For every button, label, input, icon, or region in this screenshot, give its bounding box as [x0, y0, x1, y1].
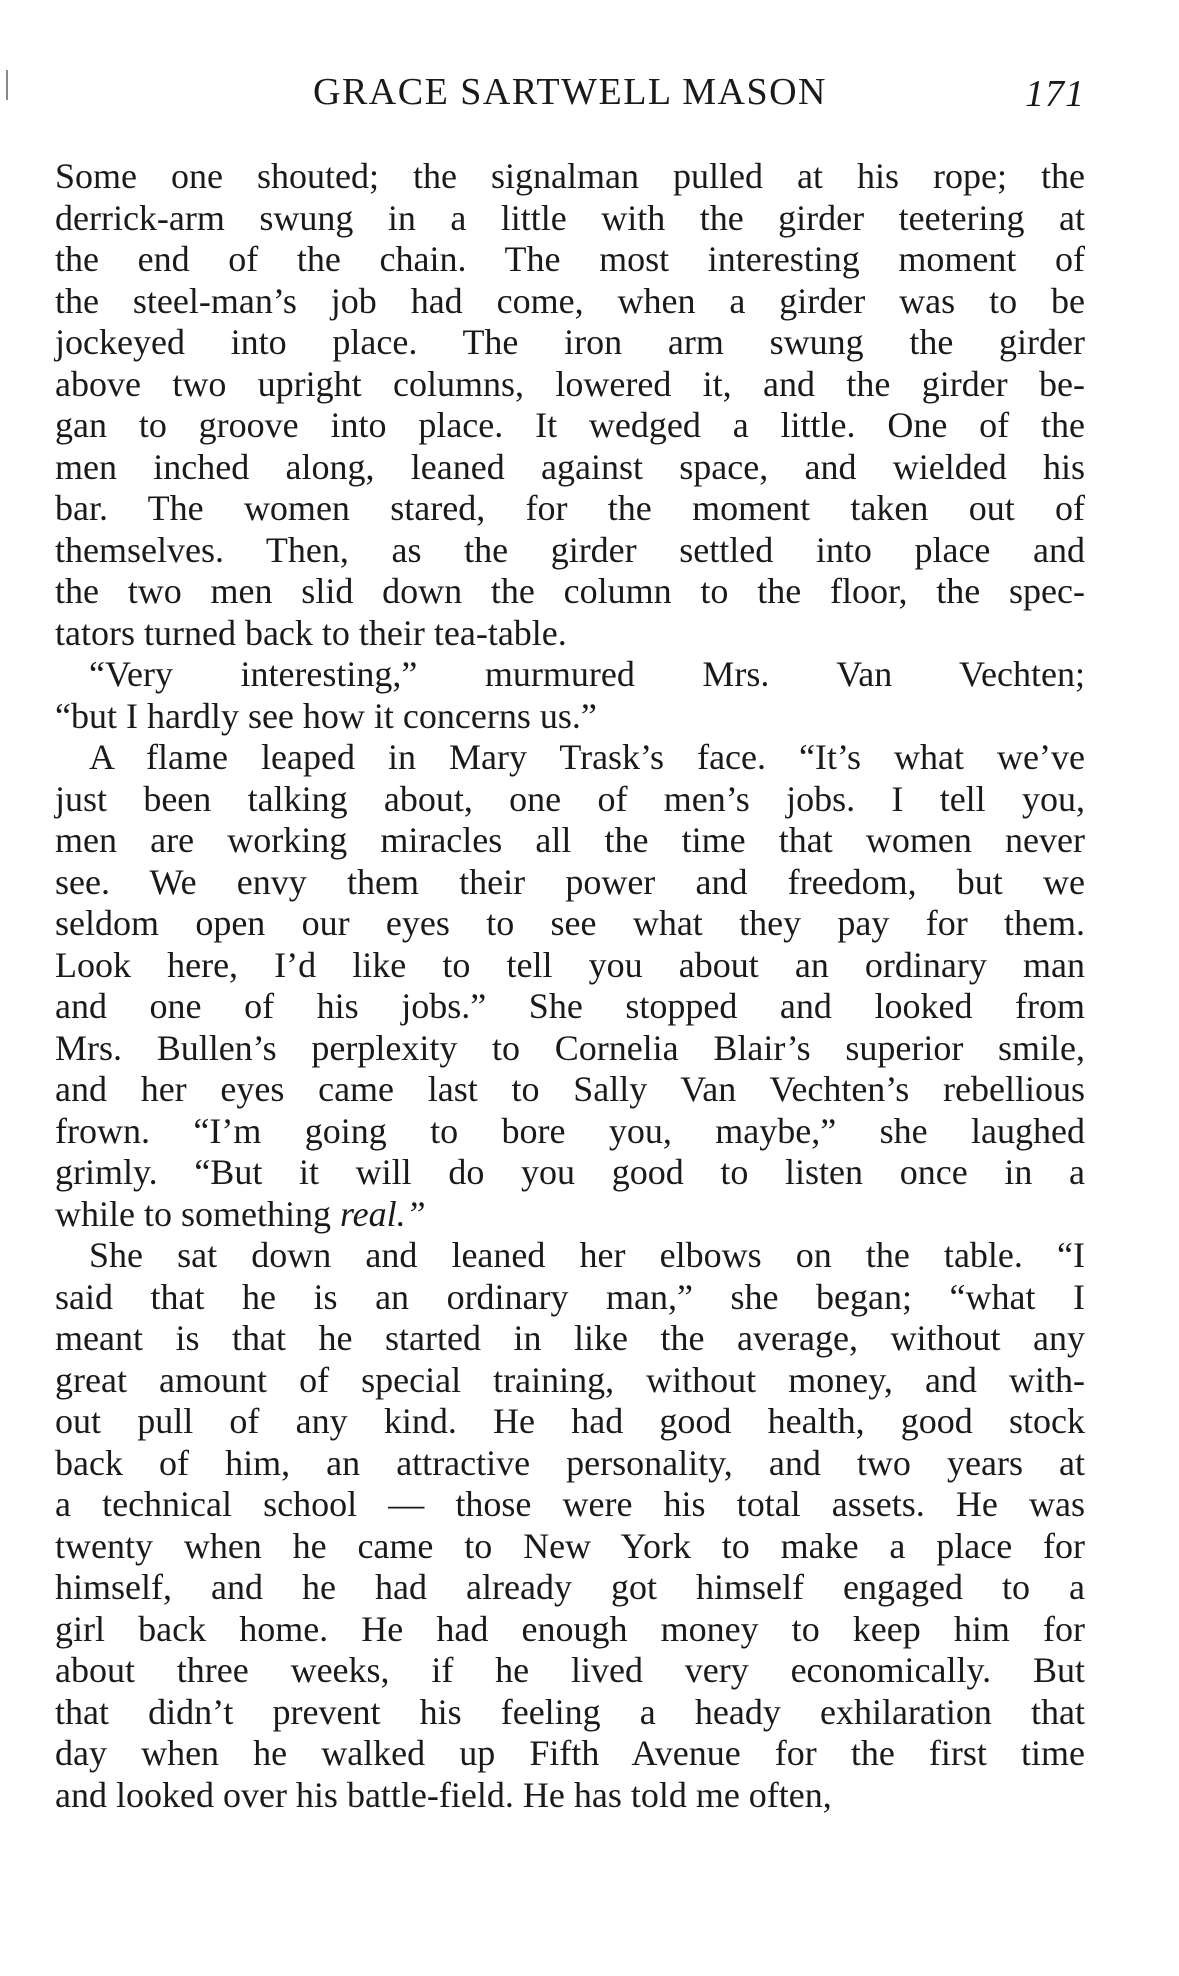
text-line: while to something real.”	[55, 1193, 426, 1234]
text-line: “but I hardly see how it concerns us.”	[55, 695, 597, 736]
text-line: She sat down and leaned her elbows on the table. “I	[89, 1235, 1085, 1275]
text-line: said that he is an ordinary man,” she began; “what I	[55, 1276, 1085, 1317]
text-line: men inched along, leaned against space, and wielded his	[55, 446, 1085, 487]
text-line: girl back home. He had enough money to keep him for	[55, 1608, 1085, 1649]
body-text	[55, 156, 1085, 1816]
text-line: men are working miracles all the time that women never	[55, 820, 1085, 860]
text-line: great amount of special training, without money, and with-	[55, 1359, 1085, 1400]
text-line: see. We envy them their power and freedom, but we	[55, 861, 1085, 902]
text-line: tators turned back to their tea-table.	[55, 612, 567, 653]
paragraph	[55, 654, 1085, 737]
paragraph	[55, 1235, 1085, 1816]
binding-edge-mark	[6, 70, 8, 100]
text-line: meant is that he started in like the average, without any	[55, 1318, 1085, 1358]
text-line: Mrs. Bullen’s perplexity to Cornelia Blair’s superior smile,	[55, 1027, 1085, 1068]
text-line: that didn’t prevent his feeling a heady exhilaration that	[55, 1691, 1085, 1732]
running-head: GRACE SARTWELL MASON	[313, 71, 827, 113]
text-line: above two upright columns, lowered it, and the girder be-	[55, 363, 1085, 404]
text-line: twenty when he came to New York to make a place for	[55, 1525, 1085, 1566]
text-line: frown. “I’m going to bore you, maybe,” she laughed	[55, 1110, 1085, 1151]
text-line: himself, and he had already got himself engaged to a	[55, 1567, 1085, 1607]
italic-word: real.”	[339, 1193, 426, 1234]
text-line: the steel-man’s job had come, when a girder was to be	[55, 280, 1085, 321]
text-line: the end of the chain. The most interesting moment of	[55, 239, 1085, 279]
text-line: and looked over his battle-field. He has told me often,	[55, 1774, 832, 1815]
text-line: jockeyed into place. The iron arm swung the girder	[55, 322, 1085, 362]
text-line: the two men slid down the column to the floor, the spec-	[55, 571, 1085, 611]
text-line: Look here, I’d like to tell you about an ordinary man	[55, 944, 1085, 985]
text-line: and her eyes came last to Sally Van Vechten’s rebellious	[55, 1069, 1085, 1109]
text-line: a technical school — those were his total assets. He was	[55, 1484, 1085, 1524]
page-number: 171	[1025, 73, 1085, 115]
text-line: just been talking about, one of men’s jobs. I tell you,	[55, 778, 1085, 819]
text-line: out pull of any kind. He had good health, good stock	[55, 1401, 1085, 1441]
text-line: bar. The women stared, for the moment taken out of	[55, 488, 1085, 528]
page-header	[55, 70, 1085, 120]
text-line: “Very interesting,” murmured Mrs. Van Vechten;	[89, 654, 1085, 694]
text-line: derrick-arm swung in a little with the girder teetering at	[55, 197, 1085, 238]
text-line: A flame leaped in Mary Trask’s face. “It’s what we’ve	[89, 737, 1085, 777]
text-line: about three weeks, if he lived very economically. But	[55, 1650, 1085, 1690]
text-line: back of him, an attractive personality, and two years at	[55, 1442, 1085, 1483]
paragraph	[55, 737, 1085, 1235]
text-line: themselves. Then, as the girder settled into place and	[55, 529, 1085, 570]
text-line: grimly. “But it will do you good to listen once in a	[55, 1152, 1085, 1192]
paragraph	[55, 156, 1085, 654]
text-line: Some one shouted; the signalman pulled at his rope; the	[55, 156, 1085, 196]
text-line: gan to groove into place. It wedged a little. One of the	[55, 405, 1085, 445]
text-line: day when he walked up Fifth Avenue for the first time	[55, 1733, 1085, 1773]
text-line: and one of his jobs.” She stopped and looked from	[55, 986, 1085, 1026]
text-line: seldom open our eyes to see what they pay for them.	[55, 903, 1085, 943]
